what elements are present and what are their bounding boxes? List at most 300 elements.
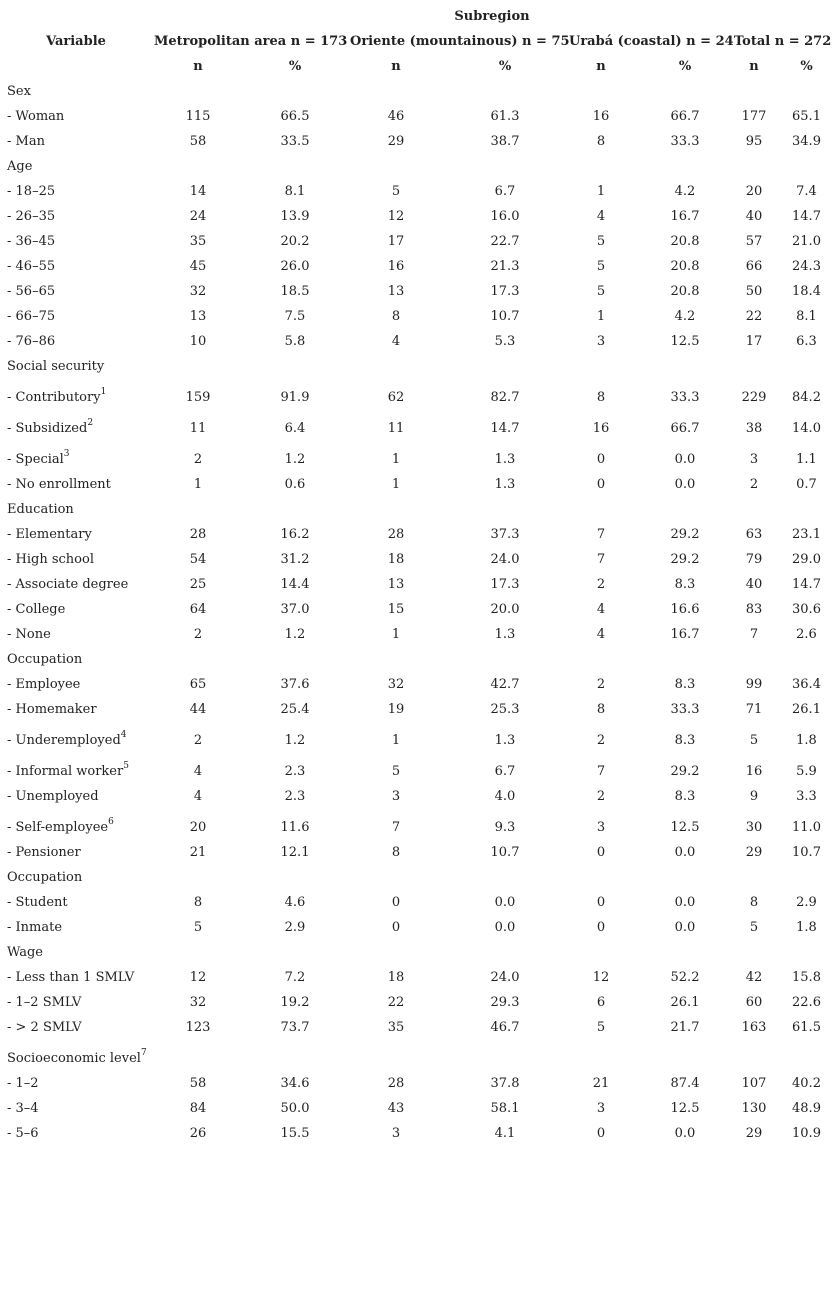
count-cell: 21 (592, 1076, 610, 1091)
group-header-uraba: Urabá (coastal) n = 24 (569, 34, 734, 49)
count-cell: 12 (189, 970, 207, 985)
count-cell: 32 (387, 677, 405, 692)
row-label-text: - Elementary (7, 527, 92, 542)
percent-cell: 37.8 (490, 1076, 520, 1091)
row-label-text: - Unemployed (7, 789, 99, 804)
count-cell: 32 (189, 995, 207, 1010)
percent-cell: 37.3 (490, 527, 520, 542)
table-row (0, 547, 839, 572)
percent-cell: 1.1 (796, 452, 817, 467)
count-cell: 54 (189, 552, 207, 567)
percent-cell: 73.7 (280, 1020, 310, 1035)
percent-cell: 22.7 (490, 234, 520, 249)
section-label (7, 647, 82, 672)
count-cell: 1 (193, 477, 203, 492)
section-label (7, 497, 74, 522)
row-label-text: Wage (7, 945, 43, 960)
percent-cell: 7.4 (796, 184, 817, 199)
percent-cell: 5.8 (284, 334, 306, 349)
percent-cell: 6.3 (796, 334, 817, 349)
table-row (0, 472, 839, 497)
percent-cell: 21.3 (490, 259, 520, 274)
header-row-units (0, 54, 839, 79)
count-cell: 62 (387, 390, 405, 405)
percent-cell: 0.0 (674, 452, 696, 467)
count-cell: 5 (749, 920, 759, 935)
row-label (7, 204, 55, 229)
count-cell: 177 (741, 109, 767, 124)
percent-cell: 34.6 (280, 1076, 310, 1091)
row-label-text: - None (7, 627, 51, 642)
count-cell: 17 (387, 234, 405, 249)
section-label (7, 79, 31, 104)
count-cell: 12 (592, 970, 610, 985)
percent-cell: 4.0 (494, 789, 516, 804)
count-cell: 0 (596, 452, 606, 467)
percent-cell: 8.3 (674, 577, 696, 592)
table-row (0, 784, 839, 809)
row-label-text: - Underemployed (7, 733, 121, 748)
table-row (0, 1121, 839, 1146)
row-label-text: - Informal worker (7, 764, 124, 779)
count-cell: 28 (387, 527, 405, 542)
row-label-text: Sex (7, 84, 31, 99)
row-label-text: - Woman (7, 109, 65, 124)
row-label (7, 254, 55, 279)
row-label-text: - High school (7, 552, 94, 567)
percent-cell: 46.7 (490, 1020, 520, 1035)
percent-cell: 61.5 (792, 1020, 821, 1035)
table-row (0, 753, 839, 784)
percent-cell: 0.0 (674, 1126, 696, 1141)
count-cell: 2 (596, 733, 606, 748)
percent-cell: 65.1 (792, 109, 821, 124)
section-row (0, 647, 839, 672)
percent-cell: 0.0 (494, 920, 516, 935)
percent-cell: 22.6 (792, 995, 821, 1010)
count-cell: 8 (596, 390, 606, 405)
percent-cell: 4.1 (494, 1126, 516, 1141)
percent-cell: 8.1 (284, 184, 306, 199)
percent-cell: 29.3 (490, 995, 520, 1010)
percent-cell: 1.2 (284, 627, 306, 642)
table-row (0, 1071, 839, 1096)
count-cell: 7 (596, 527, 606, 542)
percent-cell: 61.3 (490, 109, 520, 124)
table-row (0, 965, 839, 990)
count-cell: 12 (387, 209, 405, 224)
row-label (7, 840, 81, 865)
count-cell: 50 (745, 284, 763, 299)
footnote-marker: 7 (140, 1048, 147, 1058)
percent-cell: 1.2 (284, 733, 306, 748)
count-cell: 16 (592, 421, 610, 436)
row-label-text: - Associate degree (7, 577, 129, 592)
percent-cell: 0.0 (674, 895, 696, 910)
count-cell: 5 (749, 733, 759, 748)
row-label (7, 1121, 39, 1146)
percent-cell: 31.2 (280, 552, 310, 567)
section-row (0, 79, 839, 104)
percent-cell: 24.0 (490, 970, 520, 985)
percent-cell: 29.2 (670, 552, 700, 567)
section-row (0, 497, 839, 522)
row-label-text: - 18–25 (7, 184, 56, 199)
percent-cell: 2.9 (284, 920, 306, 935)
row-label-text: - 26–35 (7, 209, 56, 224)
row-label-text: - Homemaker (7, 702, 97, 717)
percent-cell: 30.6 (792, 602, 821, 617)
count-cell: 8 (596, 134, 606, 149)
row-label (7, 572, 128, 597)
percent-cell: 2.3 (284, 764, 306, 779)
row-label (7, 890, 68, 915)
count-cell: 35 (189, 234, 207, 249)
count-cell: 42 (745, 970, 763, 985)
count-cell: 95 (745, 134, 763, 149)
count-cell: 7 (391, 820, 401, 835)
count-cell: 1 (596, 309, 606, 324)
table-row (0, 915, 839, 940)
percent-cell: 20.8 (670, 284, 700, 299)
section-label (7, 154, 32, 179)
percent-cell: 34.9 (792, 134, 821, 149)
percent-cell: 16.6 (670, 602, 700, 617)
percent-cell: 14.7 (792, 209, 821, 224)
percent-cell: 10.7 (490, 309, 520, 324)
row-label (7, 1071, 39, 1096)
percent-cell: 11.6 (280, 820, 310, 835)
unit-n-header: n (193, 59, 203, 74)
percent-cell: 0.0 (674, 920, 696, 935)
percent-cell: 26.0 (280, 259, 310, 274)
unit-pct-header: % (800, 59, 813, 74)
table-row (0, 204, 839, 229)
percent-cell: 11.0 (792, 820, 821, 835)
row-label (7, 279, 55, 304)
count-cell: 115 (185, 109, 211, 124)
count-cell: 7 (596, 764, 606, 779)
percent-cell: 12.5 (670, 1101, 700, 1116)
footnote-marker: 5 (123, 761, 129, 771)
table-row (0, 410, 839, 441)
percent-cell: 19.2 (280, 995, 310, 1010)
percent-cell: 20.8 (670, 234, 700, 249)
percent-cell: 26.1 (670, 995, 700, 1010)
count-cell: 4 (391, 334, 401, 349)
row-label-text: - College (7, 602, 66, 617)
percent-cell: 1.8 (796, 733, 817, 748)
count-cell: 6 (596, 995, 606, 1010)
count-cell: 18 (387, 970, 405, 985)
demographics-table (0, 4, 839, 1146)
footnote-marker: 3 (63, 449, 70, 459)
percent-cell: 29.0 (792, 552, 821, 567)
count-cell: 5 (391, 764, 401, 779)
table-row (0, 1015, 839, 1040)
percent-cell: 36.4 (792, 677, 821, 692)
section-row (0, 1040, 839, 1071)
table-row (0, 179, 839, 204)
percent-cell: 8.3 (674, 677, 696, 692)
row-label (7, 522, 92, 547)
percent-cell: 37.6 (280, 677, 310, 692)
row-label-text: Age (7, 159, 33, 174)
row-label-text: - 3–4 (7, 1101, 39, 1116)
count-cell: 79 (745, 552, 763, 567)
count-cell: 1 (391, 733, 401, 748)
count-cell: 45 (189, 259, 207, 274)
table-row (0, 254, 839, 279)
percent-cell: 13.9 (280, 209, 310, 224)
count-cell: 159 (185, 390, 211, 405)
count-cell: 8 (749, 895, 759, 910)
table-row (0, 441, 839, 472)
section-row (0, 940, 839, 965)
percent-cell: 26.1 (792, 702, 821, 717)
table-row (0, 1096, 839, 1121)
count-cell: 25 (189, 577, 207, 592)
count-cell: 4 (596, 627, 606, 642)
count-cell: 13 (387, 284, 405, 299)
row-label-text: - Student (7, 895, 68, 910)
percent-cell: 12.5 (670, 820, 700, 835)
percent-cell: 66.7 (670, 109, 700, 124)
row-label (7, 597, 65, 622)
count-cell: 8 (391, 309, 401, 324)
row-label-text: - Pensioner (7, 845, 81, 860)
count-cell: 10 (189, 334, 207, 349)
row-label (7, 1015, 82, 1040)
count-cell: 20 (745, 184, 763, 199)
count-cell: 15 (387, 602, 405, 617)
row-label (7, 179, 55, 204)
percent-cell: 5.9 (796, 764, 817, 779)
table-row (0, 697, 839, 722)
percent-cell: 0.6 (284, 477, 306, 492)
percent-cell: 84.2 (792, 390, 821, 405)
row-label-text: - > 2 SMLV (7, 1020, 82, 1035)
percent-cell: 8.3 (674, 733, 696, 748)
count-cell: 1 (596, 184, 606, 199)
count-cell: 63 (745, 527, 763, 542)
count-cell: 38 (745, 421, 763, 436)
footnote-marker: 2 (87, 418, 94, 428)
section-label (7, 354, 104, 379)
percent-cell: 21.7 (670, 1020, 700, 1035)
row-label-text: - Employee (7, 677, 81, 692)
count-cell: 13 (387, 577, 405, 592)
percent-cell: 1.2 (284, 452, 306, 467)
percent-cell: 4.6 (284, 895, 306, 910)
percent-cell: 6.7 (494, 764, 516, 779)
count-cell: 40 (745, 209, 763, 224)
row-label-text: - 5–6 (7, 1126, 39, 1141)
percent-cell: 91.9 (280, 390, 310, 405)
row-label-text: - 36–45 (7, 234, 56, 249)
table-row (0, 672, 839, 697)
count-cell: 123 (185, 1020, 211, 1035)
group-header-total: Total n = 272 (734, 34, 832, 49)
percent-cell: 25.4 (280, 702, 310, 717)
percent-cell: 9.3 (494, 820, 516, 835)
count-cell: 0 (391, 920, 401, 935)
count-cell: 16 (745, 764, 763, 779)
percent-cell: 42.7 (490, 677, 520, 692)
row-label-text: - 66–75 (7, 309, 56, 324)
count-cell: 46 (387, 109, 405, 124)
percent-cell: 17.3 (490, 284, 520, 299)
count-cell: 2 (596, 789, 606, 804)
table-row (0, 522, 839, 547)
percent-cell: 1.3 (494, 627, 516, 642)
percent-cell: 14.0 (792, 421, 821, 436)
percent-cell: 7.5 (284, 309, 306, 324)
count-cell: 26 (189, 1126, 207, 1141)
row-label-text: Occupation (7, 870, 83, 885)
unit-pct-header: % (498, 59, 512, 74)
count-cell: 5 (596, 1020, 606, 1035)
count-cell: 5 (596, 234, 606, 249)
section-label (7, 940, 43, 965)
percent-cell: 25.3 (490, 702, 520, 717)
percent-cell: 20.2 (280, 234, 310, 249)
percent-cell: 0.0 (494, 895, 516, 910)
count-cell: 130 (741, 1101, 767, 1116)
count-cell: 17 (745, 334, 763, 349)
count-cell: 13 (189, 309, 207, 324)
row-label (7, 229, 55, 254)
count-cell: 3 (749, 452, 759, 467)
count-cell: 57 (745, 234, 763, 249)
percent-cell: 1.3 (494, 733, 516, 748)
count-cell: 4 (596, 209, 606, 224)
row-label-text: - 1–2 (7, 1076, 39, 1091)
table-row (0, 229, 839, 254)
group-header-metropolitan: Metropolitan area n = 173 (154, 34, 348, 49)
count-cell: 8 (596, 702, 606, 717)
count-cell: 11 (387, 421, 405, 436)
row-label (7, 329, 55, 354)
percent-cell: 58.1 (490, 1101, 520, 1116)
percent-cell: 12.1 (280, 845, 310, 860)
count-cell: 3 (391, 789, 401, 804)
count-cell: 2 (596, 577, 606, 592)
count-cell: 107 (741, 1076, 767, 1091)
count-cell: 8 (391, 845, 401, 860)
count-cell: 5 (391, 184, 401, 199)
percent-cell: 10.7 (490, 845, 520, 860)
percent-cell: 8.1 (796, 309, 817, 324)
table-row (0, 990, 839, 1015)
percent-cell: 16.7 (670, 209, 700, 224)
count-cell: 22 (387, 995, 405, 1010)
count-cell: 3 (596, 820, 606, 835)
count-cell: 29 (745, 845, 763, 860)
count-cell: 0 (596, 477, 606, 492)
count-cell: 5 (596, 259, 606, 274)
percent-cell: 8.3 (674, 789, 696, 804)
table-row (0, 840, 839, 865)
percent-cell: 15.5 (280, 1126, 310, 1141)
count-cell: 1 (391, 477, 401, 492)
table-row (0, 809, 839, 840)
count-cell: 22 (745, 309, 763, 324)
section-row (0, 354, 839, 379)
row-label-text: - Contributory (7, 390, 101, 405)
percent-cell: 0.0 (674, 845, 696, 860)
percent-cell: 37.0 (280, 602, 310, 617)
header-row-groups (0, 29, 839, 54)
row-label (7, 104, 64, 129)
percent-cell: 20.0 (490, 602, 520, 617)
unit-pct-header: % (288, 59, 302, 74)
percent-cell: 24.3 (792, 259, 821, 274)
table-row (0, 572, 839, 597)
variable-header: Variable (46, 34, 106, 49)
count-cell: 16 (592, 109, 610, 124)
percent-cell: 7.2 (284, 970, 306, 985)
count-cell: 21 (189, 845, 207, 860)
count-cell: 9 (749, 789, 759, 804)
count-cell: 24 (189, 209, 207, 224)
count-cell: 43 (387, 1101, 405, 1116)
count-cell: 14 (189, 184, 207, 199)
footnote-marker: 4 (120, 730, 127, 740)
row-label-text: - Inmate (7, 920, 63, 935)
percent-cell: 17.3 (490, 577, 520, 592)
count-cell: 35 (387, 1020, 405, 1035)
percent-cell: 2.3 (284, 789, 306, 804)
percent-cell: 3.3 (796, 789, 817, 804)
count-cell: 2 (596, 677, 606, 692)
count-cell: 84 (189, 1101, 207, 1116)
count-cell: 7 (749, 627, 759, 642)
row-label-text: - 46–55 (7, 259, 56, 274)
percent-cell: 66.7 (670, 421, 700, 436)
row-label (7, 915, 62, 940)
percent-cell: 5.3 (494, 334, 516, 349)
unit-n-header: n (749, 59, 759, 74)
percent-cell: 48.9 (792, 1101, 821, 1116)
count-cell: 16 (387, 259, 405, 274)
table-row (0, 597, 839, 622)
percent-cell: 15.8 (792, 970, 821, 985)
unit-n-header: n (596, 59, 606, 74)
percent-cell: 87.4 (670, 1076, 700, 1091)
footnote-marker: 6 (108, 817, 114, 827)
row-label-text: - Subsidized (7, 421, 88, 436)
subregion-header: Subregion (454, 9, 530, 24)
percent-cell: 6.7 (494, 184, 516, 199)
count-cell: 0 (596, 845, 606, 860)
group-header-oriente: Oriente (mountainous) n = 75 (350, 34, 570, 49)
row-label-text: - 56–65 (7, 284, 56, 299)
section-row (0, 865, 839, 890)
count-cell: 229 (741, 390, 767, 405)
row-label (7, 1096, 39, 1121)
percent-cell: 66.5 (280, 109, 310, 124)
table-row (0, 890, 839, 915)
count-cell: 3 (596, 1101, 606, 1116)
count-cell: 60 (745, 995, 763, 1010)
row-label-text: - 76–86 (7, 334, 56, 349)
row-label (7, 965, 134, 990)
row-label (7, 784, 99, 809)
count-cell: 66 (745, 259, 763, 274)
row-label-text: Education (7, 502, 74, 517)
table-row (0, 304, 839, 329)
